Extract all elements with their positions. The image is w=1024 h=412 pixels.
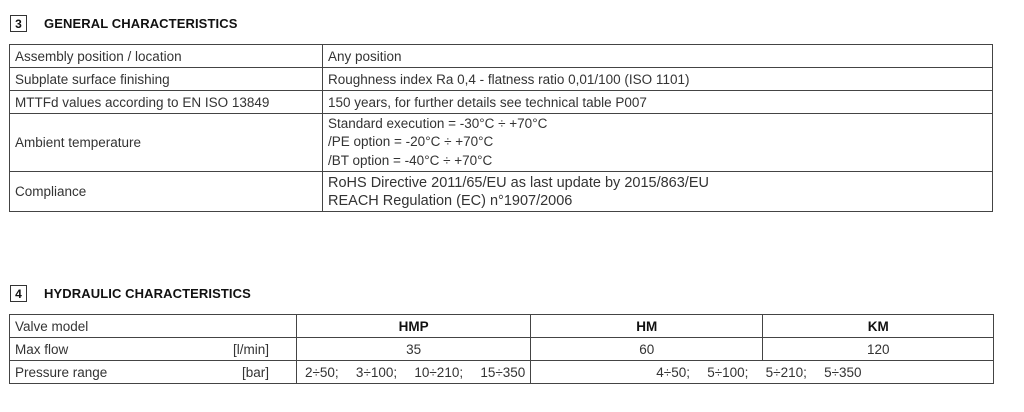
section-number-box: 3 (10, 15, 27, 32)
model-hmp: HMP (297, 315, 531, 338)
row-label-cell (10, 361, 297, 384)
row-value (323, 172, 993, 212)
model-km: KM (763, 315, 994, 338)
row-label: Ambient temperature (10, 114, 323, 172)
section-number-box: 4 (10, 285, 27, 302)
table-row (10, 172, 993, 212)
table-row (10, 91, 993, 114)
table-row (10, 338, 994, 361)
row-label: Assembly position / location (10, 45, 323, 68)
row-value: Roughness index Ra 0,4 - flatness ratio 0,01/100 (ISO 1101) (323, 68, 993, 91)
table-row (10, 315, 994, 338)
row-value (323, 114, 993, 172)
max-flow-hmp: 35 (297, 338, 531, 361)
row-value: Any position (323, 45, 993, 68)
table-row (10, 68, 993, 91)
row-label: Subplate surface finishing (10, 68, 323, 91)
row-label: Pressure range (15, 364, 108, 380)
row-unit: [bar] (241, 364, 269, 380)
max-flow-km: 120 (763, 338, 994, 361)
hydraulic-section-header (10, 285, 251, 302)
hydraulic-characteristics-table (9, 314, 994, 384)
value-line: Standard execution = -30°C ÷ +70°C (328, 115, 548, 131)
pressure-range-hmp: 2÷50; 3÷100; 10÷210; 15÷350 (297, 361, 531, 384)
general-characteristics-table (9, 44, 993, 212)
table-row (10, 45, 993, 68)
row-label: Compliance (10, 172, 323, 212)
row-label: Max flow (15, 341, 69, 357)
section-title: HYDRAULIC CHARACTERISTICS (44, 286, 251, 301)
section-title: GENERAL CHARACTERISTICS (44, 16, 238, 31)
max-flow-hm: 60 (531, 338, 763, 361)
table-row (10, 114, 993, 172)
pressure-range-hm-km: 4÷50; 5÷100; 5÷210; 5÷350 (531, 361, 994, 384)
header-label: Valve model (10, 315, 297, 338)
general-section-header (10, 15, 237, 32)
value-line: /PE option = -20°C ÷ +70°C (328, 134, 494, 150)
value-line: RoHS Directive 2011/65/EU as last update by 2015/863/EU (328, 174, 709, 191)
row-label: MTTFd values according to EN ISO 13849 (10, 91, 323, 114)
row-label-cell (10, 338, 297, 361)
model-hm: HM (531, 315, 763, 338)
value-line: /BT option = -40°C ÷ +70°C (328, 152, 493, 168)
value-line: REACH Regulation (EC) n°1907/2006 (328, 192, 573, 209)
row-value: 150 years, for further details see technical table P007 (323, 91, 993, 114)
table-row (10, 361, 994, 384)
row-unit: [l/min] (232, 341, 269, 357)
